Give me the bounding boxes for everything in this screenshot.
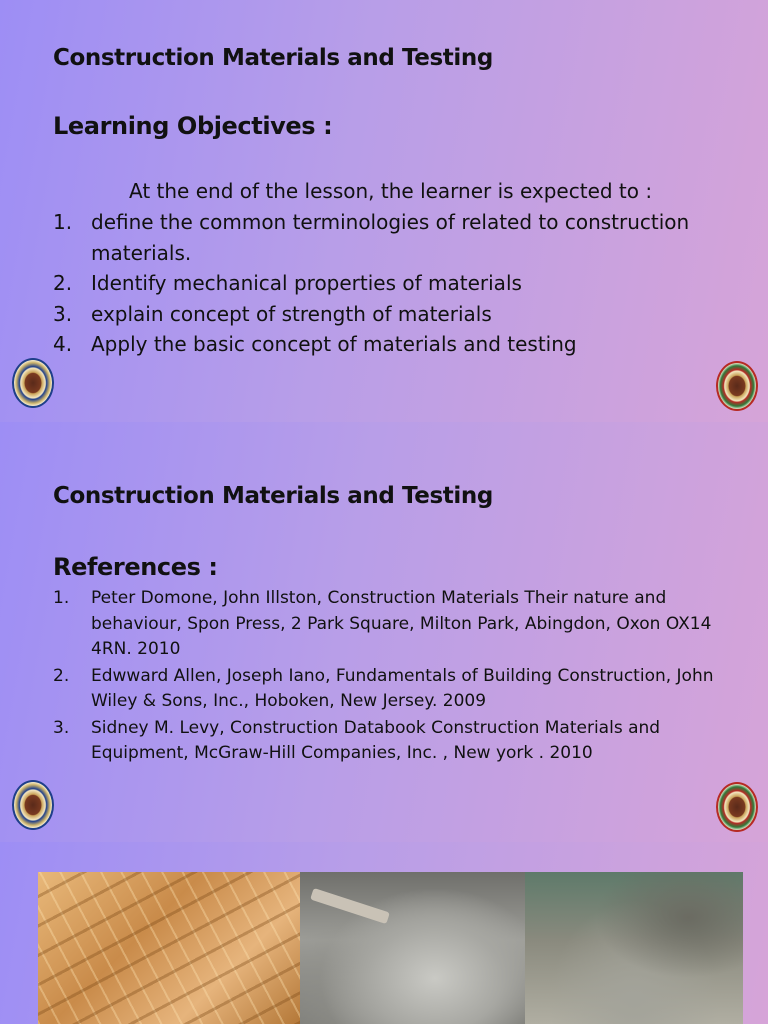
school-seal-left — [12, 780, 54, 830]
concrete-pour-photo — [525, 872, 743, 1024]
references-list — [53, 586, 743, 768]
slide-materials-photos — [0, 842, 768, 1024]
trowel-shape — [310, 888, 390, 924]
school-seal-left — [12, 358, 54, 408]
school-seal-right — [716, 361, 758, 411]
slide-references — [0, 422, 768, 842]
references-heading: References : — [53, 553, 218, 581]
slide-title: Construction Materials and Testing — [53, 45, 493, 71]
list-item: 3. explain concept of strength of materials — [53, 301, 492, 326]
list-item: 2. Edwward Allen, Joseph Iano, Fundamentals of Building Construction, John Wiley & Sons, Inc., Hoboken, New Jersey. 2009 — [53, 665, 714, 711]
list-item: 3. Sidney M. Levy, Construction Databook Construction Materials and Equipment, McGraw-Hill Companies, Inc. , New york . 2010 — [53, 717, 661, 763]
list-item: 1. define the common terminologies of related to construction materials. — [53, 210, 690, 265]
cement-photo — [300, 872, 525, 1024]
slide-title: Construction Materials and Testing — [53, 483, 493, 509]
list-item: 4. Apply the basic concept of materials and testing — [53, 332, 577, 356]
school-seal-right — [716, 782, 758, 832]
objectives-intro: At the end of the lesson, the learner is expected to : — [129, 179, 653, 203]
list-item: 2. Identify mechanical properties of materials — [53, 271, 522, 295]
list-item: 1. Peter Domone, John Illston, Construction Materials Their nature and behaviour, Spon Press, 2 Park Square, Milton Park, Abingdon, Oxon OX14 4RN. 2010 — [53, 588, 712, 659]
lumber-photo — [38, 872, 300, 1024]
slide-learning-objectives — [0, 0, 768, 422]
photo-strip — [38, 872, 743, 1024]
objectives-list — [53, 207, 733, 360]
learning-objectives-heading: Learning Objectives : — [53, 112, 333, 140]
